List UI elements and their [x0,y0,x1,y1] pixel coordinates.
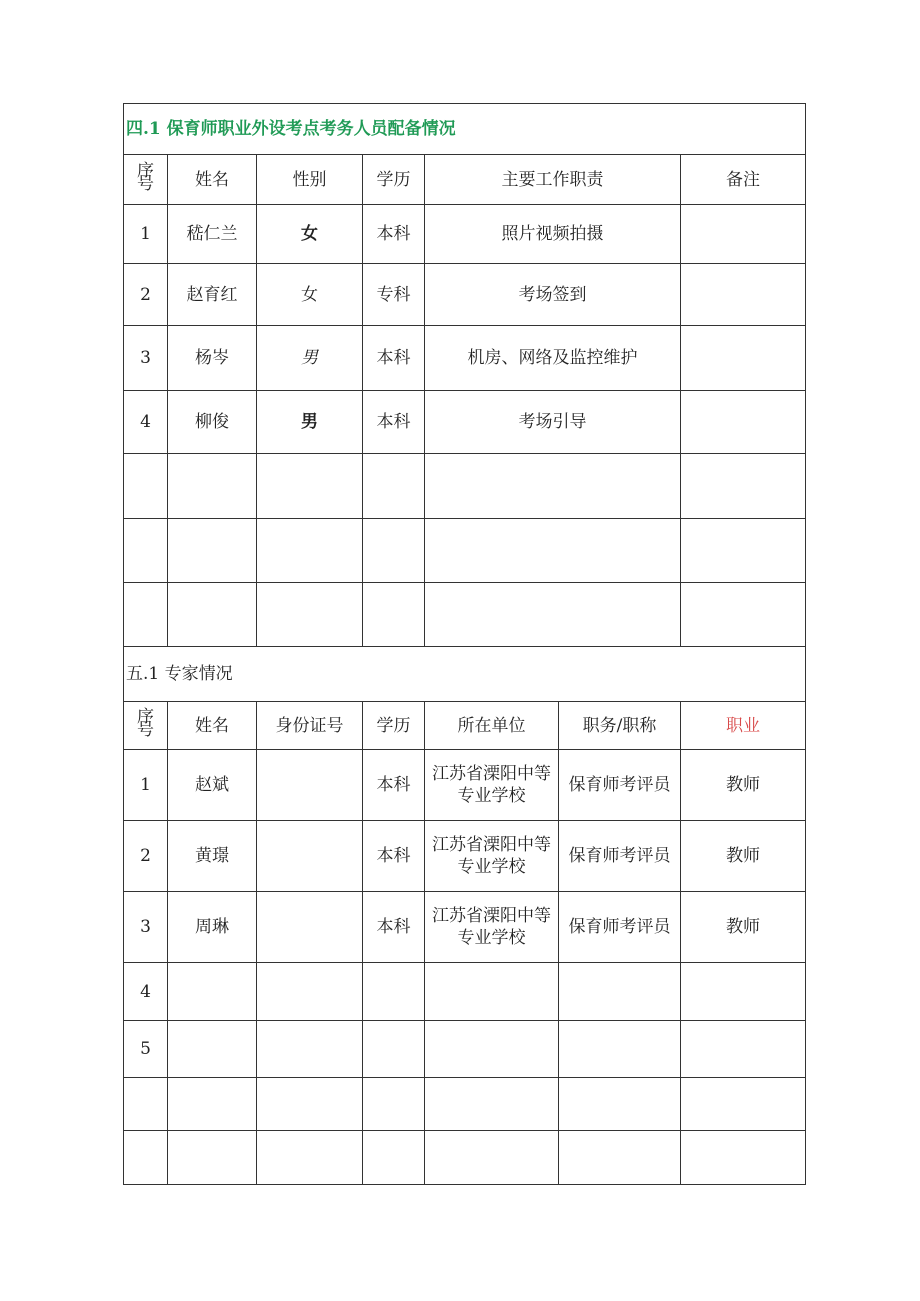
name-header: 姓名 [168,155,257,205]
title-header: 职务/职称 [559,702,681,750]
id-header: 身份证号 [257,702,363,750]
gender-cell: 男 [257,391,363,454]
name-cell: 赵斌 [168,750,257,821]
seq-header: 序号 [137,160,154,194]
org-cell: 江苏省溧阳中等专业学校 [425,892,559,963]
seq-cell: 4 [124,391,168,454]
seq-cell: 3 [124,326,168,391]
edu-cell: 本科 [363,205,425,264]
note-header: 备注 [681,155,806,205]
duty-cell: 照片视频拍摄 [425,205,681,264]
table-row [124,750,806,821]
name-cell: 黄璟 [168,821,257,892]
gender-cell: 女 [257,264,363,326]
section5-title-row [124,647,806,702]
seq-cell: 2 [124,821,168,892]
duty-header: 主要工作职责 [425,155,681,205]
section5-header-row [124,702,806,750]
table-row [124,391,806,454]
org-cell: 江苏省溧阳中等专业学校 [425,750,559,821]
section4-title: 四.1 保育师职业外设考点考务人员配备情况 [126,119,456,139]
table-row [124,326,806,391]
title-cell: 保育师考评员 [559,750,681,821]
note-cell [681,264,806,326]
id-cell [257,750,363,821]
seq-cell: 1 [124,205,168,264]
table-row [124,454,806,519]
id-cell [257,892,363,963]
org-cell: 江苏省溧阳中等专业学校 [425,821,559,892]
staff-table [123,103,806,1185]
org-header: 所在单位 [425,702,559,750]
table-row [124,205,806,264]
name-header: 姓名 [168,702,257,750]
gender-cell: 男 [257,326,363,391]
note-cell [681,326,806,391]
seq-cell: 1 [124,750,168,821]
table-row [124,1078,806,1131]
document-page [123,103,805,1185]
seq-header: 序号 [137,706,154,740]
note-cell [681,205,806,264]
edu-cell: 本科 [363,391,425,454]
table-row [124,583,806,647]
table-row [124,1131,806,1185]
title-cell: 保育师考评员 [559,892,681,963]
duty-cell: 考场引导 [425,391,681,454]
seq-cell: 3 [124,892,168,963]
edu-cell: 专科 [363,264,425,326]
section4-title-row [124,104,806,155]
id-cell [257,821,363,892]
job-header: 职业 [681,702,806,750]
duty-cell: 考场签到 [425,264,681,326]
job-cell: 教师 [681,821,806,892]
note-cell [681,391,806,454]
edu-cell: 本科 [363,750,425,821]
section4-header-row [124,155,806,205]
edu-cell: 本科 [363,326,425,391]
table-row [124,821,806,892]
table-row [124,1021,806,1078]
seq-cell: 5 [124,1021,168,1078]
table-row [124,264,806,326]
table-row [124,963,806,1021]
seq-cell: 2 [124,264,168,326]
edu-header: 学历 [363,155,425,205]
name-cell: 柳俊 [168,391,257,454]
gender-header: 性别 [257,155,363,205]
title-cell: 保育师考评员 [559,821,681,892]
gender-cell: 女 [257,205,363,264]
section5-title: 五.1 专家情况 [124,647,806,702]
table-row [124,519,806,583]
seq-cell: 4 [124,963,168,1021]
name-cell: 嵇仁兰 [168,205,257,264]
job-cell: 教师 [681,892,806,963]
name-cell: 赵育红 [168,264,257,326]
duty-cell: 机房、网络及监控维护 [425,326,681,391]
name-cell: 杨岑 [168,326,257,391]
job-cell: 教师 [681,750,806,821]
edu-header: 学历 [363,702,425,750]
table-row [124,892,806,963]
edu-cell: 本科 [363,892,425,963]
name-cell: 周琳 [168,892,257,963]
edu-cell: 本科 [363,821,425,892]
